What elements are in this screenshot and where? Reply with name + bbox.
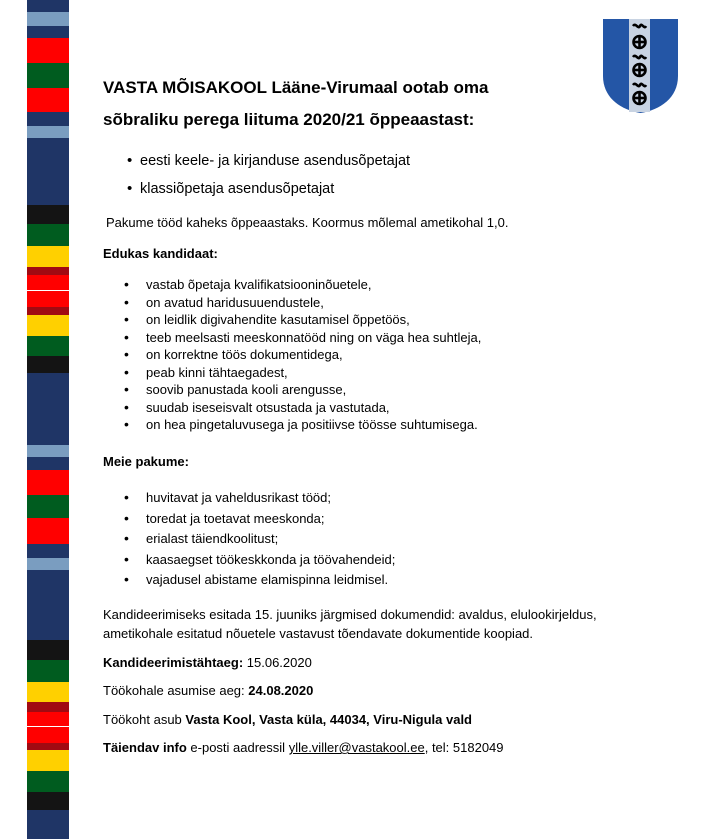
location-label: Töökoht asub [103, 712, 186, 727]
location-value: Vasta Kool, Vasta küla, 44034, Viru-Nigula vald [185, 712, 472, 727]
list-item: • vastab õpetaja kvalifikatsiooninõuetele, [103, 276, 481, 294]
list-item: • on hea pingetaluvusega ja positiivse töösse suhtumisega. [103, 416, 481, 434]
application-line-1: Kandideerimiseks esitada 15. juuniks järgmised dokumendid: avaldus, elulookirjeldus, [103, 607, 597, 622]
stripe-band-light-blue [27, 445, 69, 457]
list-item: • on avatud haridusuuendustele, [103, 294, 481, 312]
stripe-band-green [27, 336, 69, 356]
stripe-band-yellow [27, 246, 69, 267]
stripe-band-dark-red [27, 702, 69, 712]
stripe-band-black [27, 792, 69, 810]
deadline-value: 15.06.2020 [243, 655, 312, 670]
page-title-line-1 [103, 78, 488, 98]
stripe-band-red [27, 291, 69, 307]
list-item: • peab kinni tähtaegadest, [103, 364, 481, 382]
stripe-band-light-blue [27, 558, 69, 570]
contact-info [103, 739, 504, 756]
stripe-band-navy [27, 0, 69, 12]
stripe-band-red [27, 712, 69, 726]
list-item: • soovib panustada kooli arengusse, [103, 381, 481, 399]
stripe-band-yellow [27, 682, 69, 702]
start-value: 24.08.2020 [248, 683, 314, 698]
start-date [103, 682, 313, 699]
stripe-band-black [27, 640, 69, 660]
coat-of-arms-shield-icon [602, 18, 679, 114]
contact-phone: , tel: 5182049 [424, 740, 504, 755]
stripe-band-navy [27, 26, 69, 38]
stripe-band-navy [27, 570, 69, 640]
contact-label: Täiendav info [103, 740, 187, 755]
stripe-band-green [27, 224, 69, 246]
list-item: • teeb meelsasti meeskonnatööd ning on väga hea suhtleja, [103, 329, 481, 347]
we-offer-heading: Meie pakume: [103, 454, 189, 469]
stripe-band-black [27, 205, 69, 224]
start-label: Töökohale asumise aeg: [103, 683, 249, 698]
list-item: • on leidlik digivahendite kasutamisel õppetöös, [103, 311, 481, 329]
list-item: • huvitavat ja vaheldusrikast tööd; [103, 489, 395, 510]
candidate-list [103, 276, 481, 434]
title-rest: Lääne-Virumaal ootab oma [266, 78, 489, 97]
stripe-band-dark-red [27, 267, 69, 275]
list-item: • erialast täiendkoolitust; [103, 530, 395, 551]
stripe-band-red [27, 470, 69, 495]
list-item: • on korrektne töös dokumentidega, [103, 346, 481, 364]
list-item: • vajadusel abistame elamispinna leidmisel. [103, 571, 395, 592]
stripe-band-dark-red [27, 307, 69, 315]
stripe-band-black [27, 356, 69, 373]
stripe-band-red [27, 518, 69, 544]
stripe-band-dark-red [27, 743, 69, 750]
deadline-label: Kandideerimistähtaeg: [103, 655, 244, 670]
stripe-band-green [27, 660, 69, 682]
stripe-band-red [27, 275, 69, 290]
candidate-heading: Edukas kandidaat: [103, 246, 218, 261]
stripe-band-yellow [27, 315, 69, 336]
list-item: • klassiõpetaja asendusõpetajat [103, 180, 410, 208]
stripe-band-green [27, 495, 69, 518]
stripe-band-green [27, 63, 69, 88]
location [103, 711, 472, 728]
stripe-band-navy [27, 544, 69, 558]
list-item: • suudab iseseisvalt otsustada ja vastutada, [103, 399, 481, 417]
stripe-band-red [27, 38, 69, 63]
application-line-2: ametikohale esitatud nõuetele vastavust tõendavate dokumentide koopiad. [103, 626, 534, 641]
stripe-band-navy [27, 138, 69, 205]
stripe-band-navy [27, 112, 69, 126]
list-item: • toredat ja toetavat meeskonda; [103, 510, 395, 531]
stripe-band-yellow [27, 750, 69, 771]
stripe-band-navy [27, 457, 69, 470]
stripe-band-green [27, 771, 69, 792]
stripe-band-navy [27, 373, 69, 445]
stripe-band-navy [27, 810, 69, 839]
positions-list [103, 152, 410, 208]
stripe-band-light-blue [27, 12, 69, 26]
stripe-band-red [27, 727, 69, 743]
page-title-line-2: sõbraliku perega liituma 2020/21 õppeaastast: [103, 110, 475, 129]
we-offer-list [103, 489, 395, 592]
stripe-band-light-blue [27, 126, 69, 138]
offer-intro: Pakume tööd kaheks õppeaastaks. Koormus mõlemal ametikohal 1,0. [106, 215, 509, 230]
stripe-band-red [27, 88, 69, 112]
contact-text: e-posti aadressil [186, 740, 289, 755]
school-name: VASTA MÕISAKOOL [103, 78, 267, 97]
decorative-stripe [27, 0, 69, 839]
list-item: • eesti keele- ja kirjanduse asendusõpetajat [103, 152, 410, 180]
deadline [103, 654, 312, 671]
email-link[interactable]: ylle.viller@vastakool.ee [288, 740, 425, 755]
list-item: • kaasaegset töökeskkonda ja töövahendeid; [103, 551, 395, 572]
